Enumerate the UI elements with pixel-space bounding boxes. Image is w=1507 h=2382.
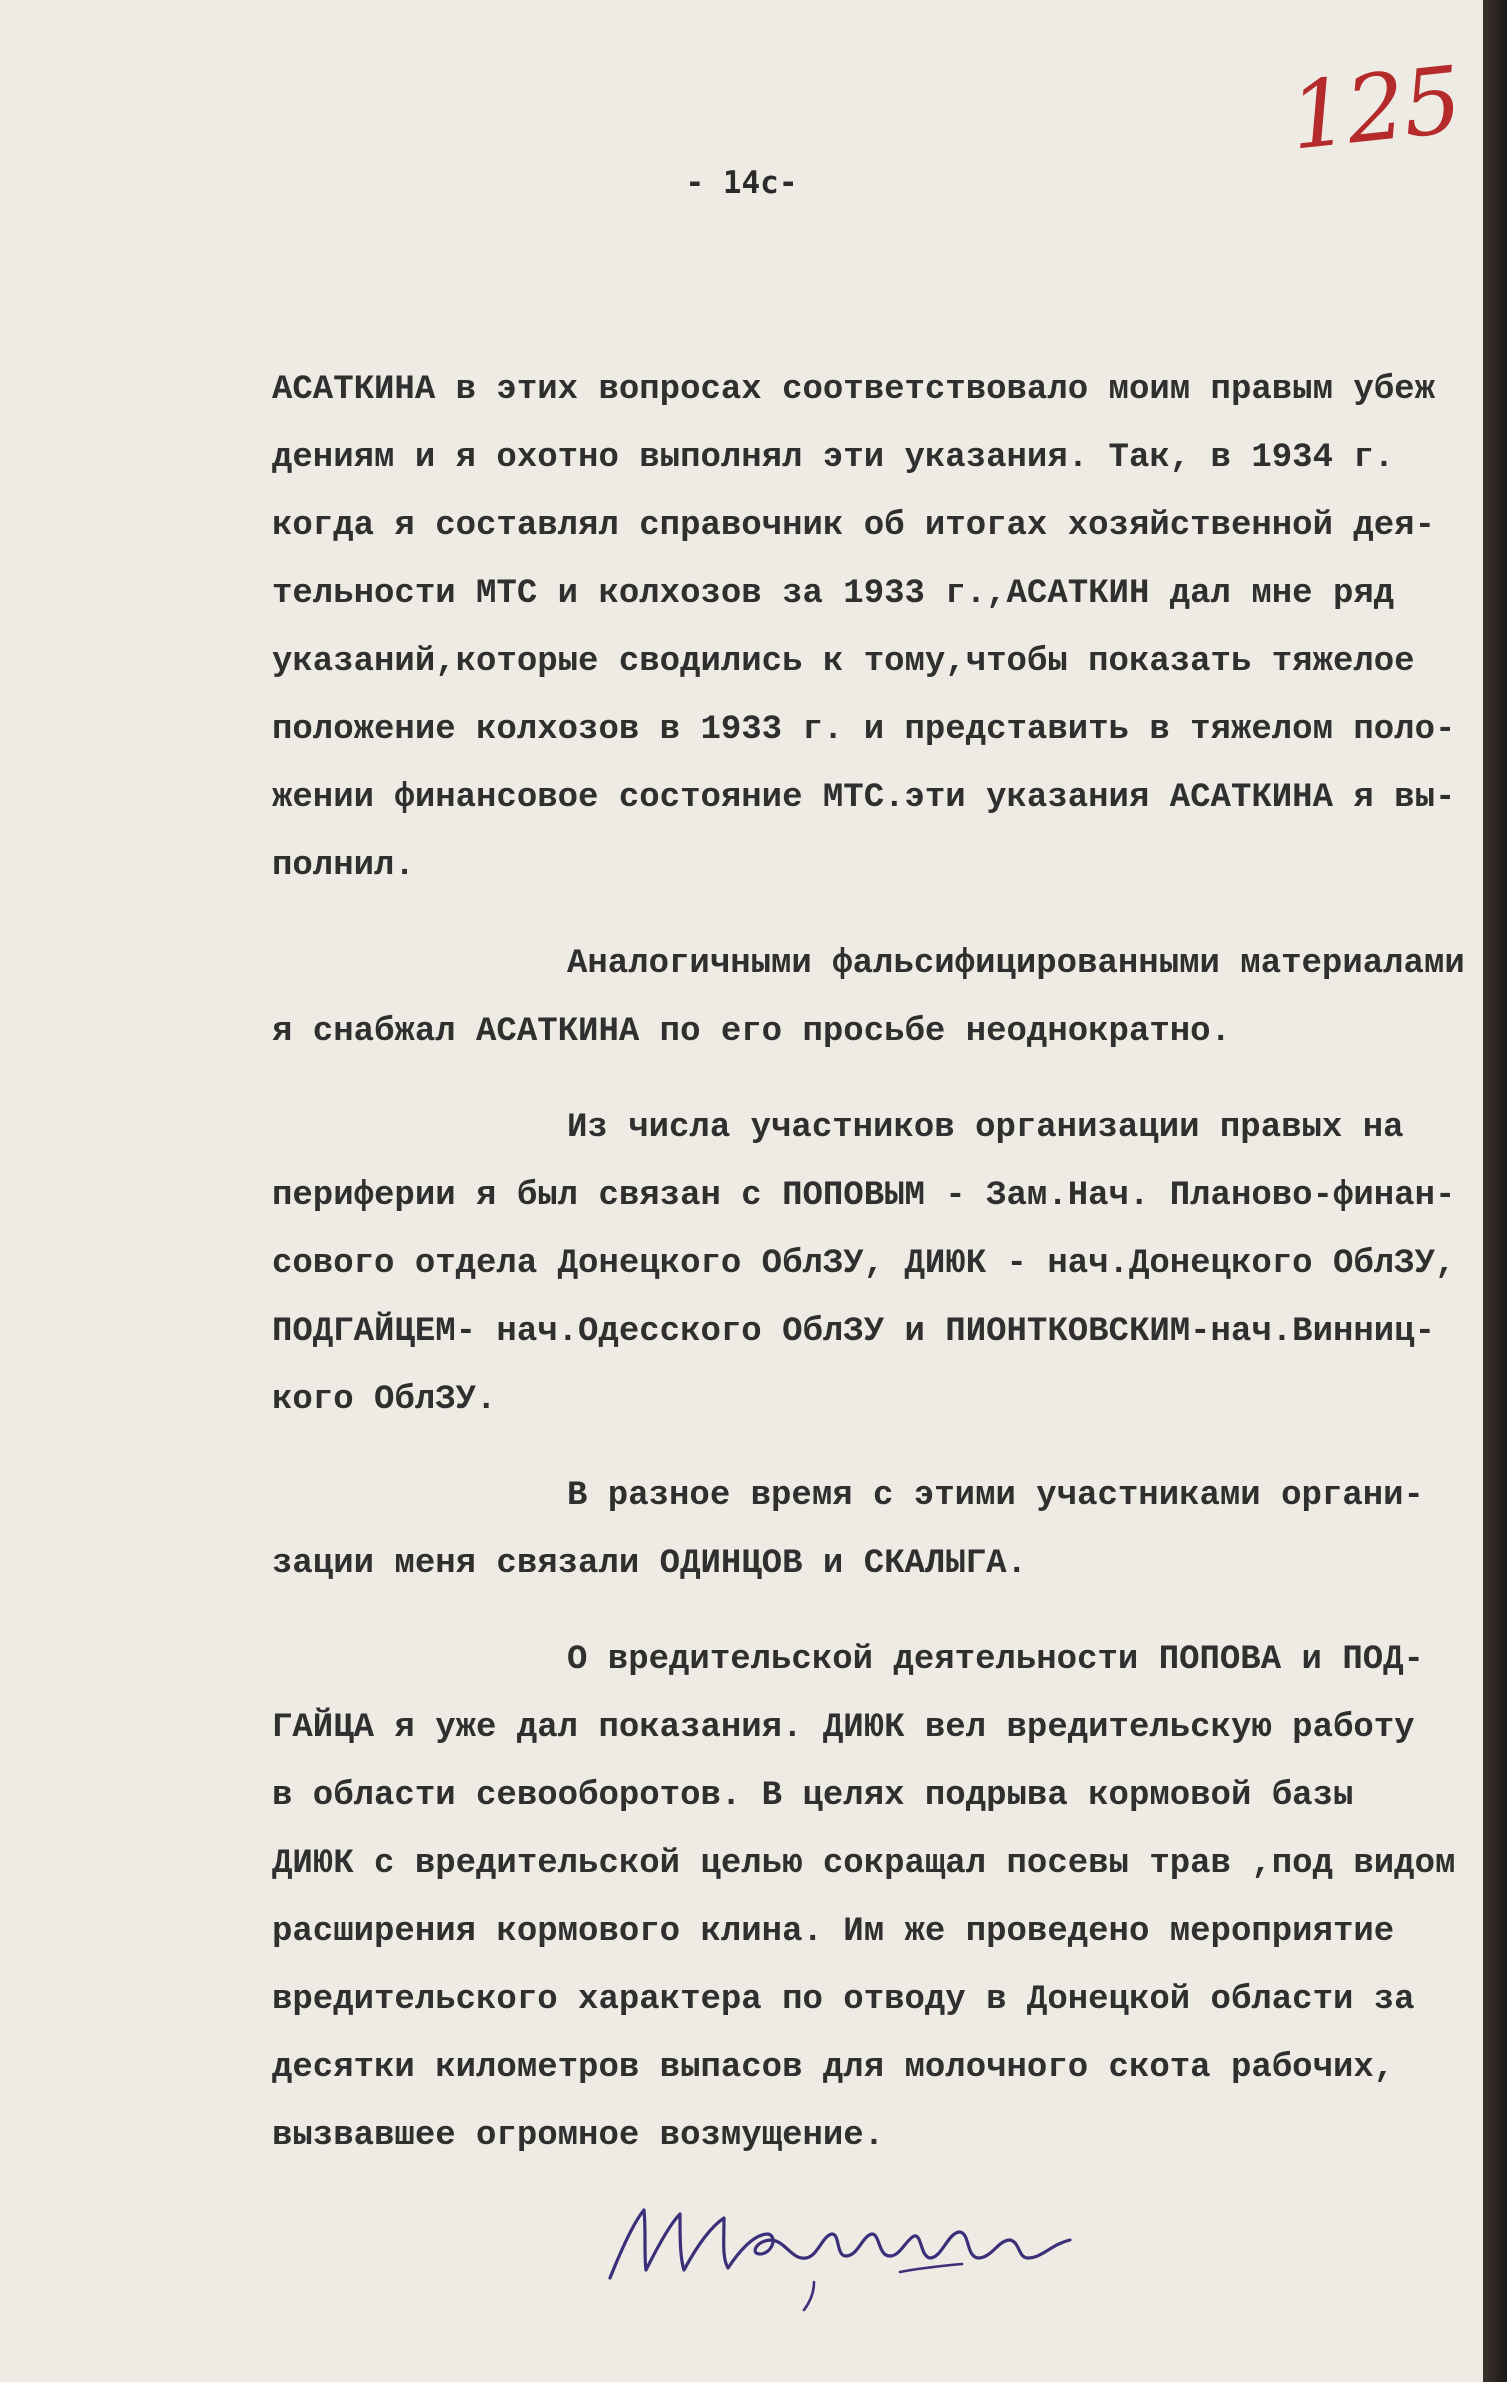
text-line: десятки километров выпасов для молочного скота рабочих,: [272, 2049, 1395, 2087]
paragraph-1: [272, 356, 1483, 900]
text-line: вызвавшее огромное возмущение.: [272, 2117, 885, 2155]
text-line: указаний,которые сводились к тому,чтобы показать тяжелое: [272, 643, 1415, 681]
page-edge: [1483, 0, 1507, 2382]
text-line: я снабжал АСАТКИНА по его просьбе неоднократно.: [272, 1013, 1231, 1051]
text-line: В разное время с этими участниками органи-: [567, 1477, 1424, 1515]
text-line: сового отдела Донецкого ОблЗУ, ДИЮК - нач.Донецкого ОблЗУ,: [272, 1245, 1456, 1283]
text-line: тельности МТС и колхозов за 1933 г.,АСАТКИН дал мне ряд: [272, 575, 1395, 613]
text-line: ДИЮК с вредительской целью сокращал посевы трав ,под видом: [272, 1845, 1456, 1883]
text-line: ПОДГАЙЦЕМ- нач.Одесского ОблЗУ и ПИОНТКОВСКИМ-нач.Винниц-: [272, 1313, 1435, 1351]
text-line: когда я составлял справочник об итогах хозяйственной дея-: [272, 507, 1435, 545]
paragraph-2: [272, 930, 1483, 1066]
text-line: вредительского характера по отводу в Донецкой области за: [272, 1981, 1415, 2019]
paragraph-3: [272, 1094, 1483, 1434]
text-line: полнил.: [272, 847, 415, 885]
text-line: кого ОблЗУ.: [272, 1381, 497, 1419]
paragraph-4: [272, 1462, 1483, 1598]
text-line: зации меня связали ОДИНЦОВ и СКАЛЫГА.: [272, 1545, 1027, 1583]
paragraph-5: [272, 1626, 1483, 2170]
signature: [600, 2170, 1080, 2320]
text-line: ГАЙЦА я уже дал показания. ДИЮК вел вредительскую работу: [272, 1709, 1415, 1747]
text-line: Аналогичными фальсифицированными материалами: [567, 945, 1465, 983]
page-number: - 14c-: [685, 165, 798, 201]
text-line: расширения кормового клина. Им же проведено мероприятие: [272, 1913, 1395, 1951]
text-line: О вредительской деятельности ПОПОВА и ПОД-: [567, 1641, 1424, 1679]
text-line: жении финансовое состояние МТС.эти указания АСАТКИНА я вы-: [272, 779, 1456, 817]
archive-page-number: 125: [1284, 46, 1465, 171]
text-line: периферии я был связан с ПОПОВЫМ - Зам.Нач. Планово-финан-: [272, 1177, 1456, 1215]
text-line: дениям и я охотно выполнял эти указания. Так, в 1934 г.: [272, 439, 1395, 477]
text-line: положение колхозов в 1933 г. и представить в тяжелом поло-: [272, 711, 1456, 749]
text-line: в области севооборотов. В целях подрыва кормовой базы: [272, 1777, 1354, 1815]
text-line: АСАТКИНА в этих вопросах соответствовало моим правым убеж: [272, 371, 1435, 409]
text-line: Из числа участников организации правых на: [567, 1109, 1404, 1147]
